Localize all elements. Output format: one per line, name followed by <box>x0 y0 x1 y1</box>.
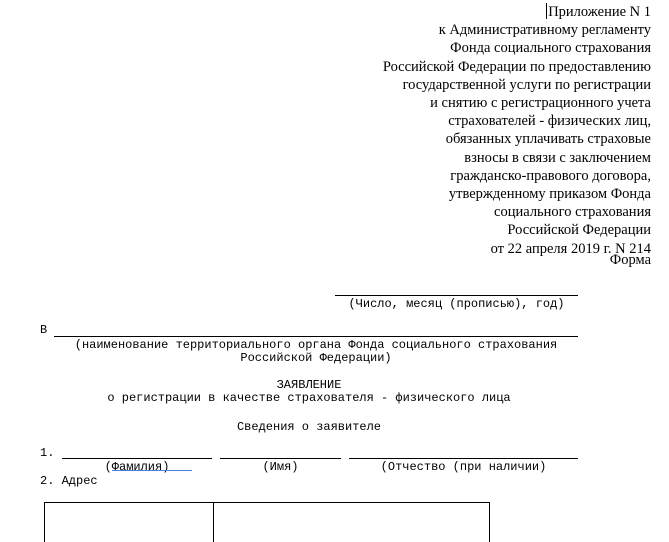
address-table <box>44 502 490 542</box>
appendix-line: гражданско-правового договора, <box>450 167 651 184</box>
form-label: Форма <box>609 252 651 268</box>
appendix-line: социального страхования <box>494 204 651 221</box>
address-table-divider <box>213 503 214 542</box>
appendix-line: Российской Федерации <box>507 222 651 239</box>
section-title: Сведения о заявителе <box>236 420 382 434</box>
appendix-line: утвержденному приказом Фонда <box>448 186 651 203</box>
appendix-line: к Административному регламенту <box>438 22 651 39</box>
appendix-line: страхователей - физических лиц, <box>448 113 651 130</box>
organ-caption-line1: (наименование территориального органа Фонда социального страхования <box>74 338 558 352</box>
appendix-header <box>331 3 651 258</box>
address-label: 2. Адрес <box>40 474 98 488</box>
appendix-line: Российской Федерации по предоставлению <box>382 58 651 75</box>
name-caption: (Имя) <box>262 460 299 474</box>
appendix-line: государственной услуги по регистрации <box>402 76 651 93</box>
date-field-line[interactable] <box>335 295 578 296</box>
text-cursor <box>546 3 547 19</box>
patronymic-field-line[interactable] <box>349 458 578 459</box>
surname-caption: (Фамилия) <box>104 460 170 474</box>
date-caption: (Число, месяц (прописью), год) <box>348 297 565 311</box>
appendix-line: от 22 апреля 2019 г. N 214 <box>490 240 651 257</box>
appendix-line: Фонда социального страхования <box>450 40 651 57</box>
name-field-line[interactable] <box>220 458 341 459</box>
surname-field-line[interactable] <box>62 458 212 459</box>
appendix-line: обязанных уплачивать страховые <box>445 131 651 148</box>
appendix-line: взносы в связи с заключением <box>464 149 651 166</box>
to-prefix: В <box>40 323 48 337</box>
organ-field-line[interactable] <box>54 336 578 337</box>
spellcheck-underline <box>112 470 192 471</box>
organ-caption-line2: Российской Федерации) <box>240 351 392 365</box>
item-number: 1. <box>40 446 55 460</box>
document-subtitle: о регистрации в качестве страхователя - физического лица <box>107 391 511 405</box>
document-title: ЗАЯВЛЕНИЕ <box>276 378 342 392</box>
appendix-line: Приложение N 1 <box>548 4 651 20</box>
appendix-line: и снятию с регистрационного учета <box>430 95 651 112</box>
patronymic-caption: (Отчество (при наличии) <box>380 460 547 474</box>
